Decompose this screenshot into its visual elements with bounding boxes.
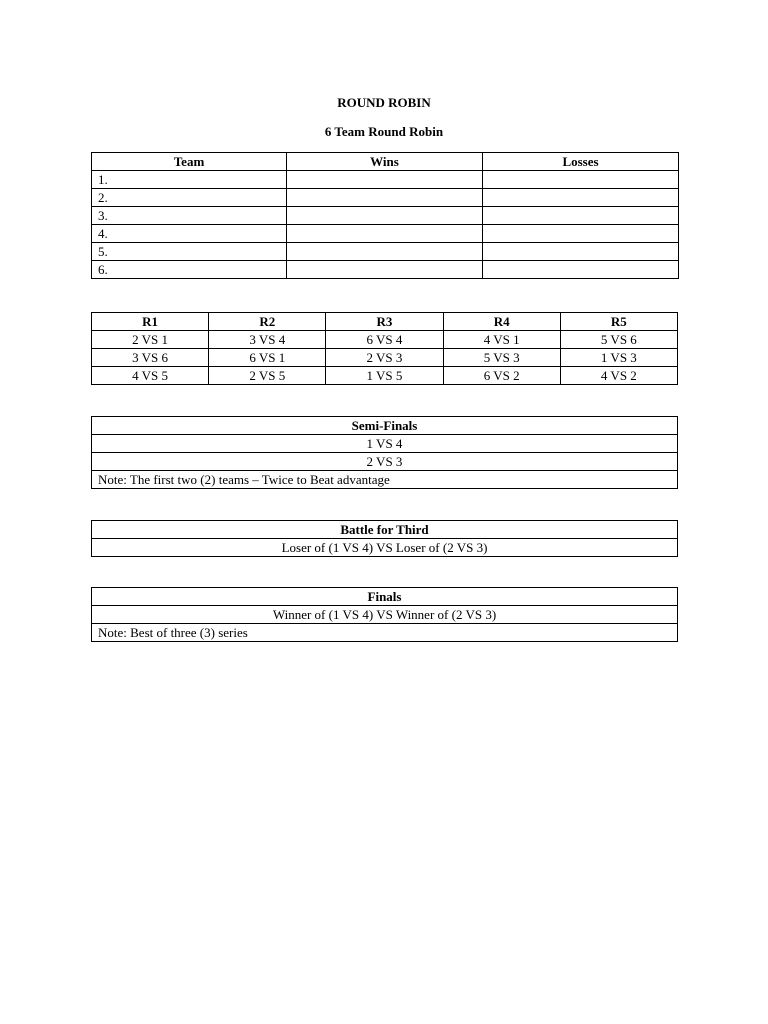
semifinal-match: 1 VS 4 [92,435,678,453]
standings-row [92,261,679,279]
battle-for-third-table [91,520,678,557]
standings-team-cell: 5. [92,243,287,261]
schedule-row [92,331,678,349]
standings-wins-cell [287,261,483,279]
finals-header: Finals [92,588,678,606]
standings-wins-cell [287,225,483,243]
standings-losses-cell [483,189,679,207]
schedule-match-cell: 2 VS 5 [209,367,326,385]
schedule-match-cell: 1 VS 5 [326,367,443,385]
standings-losses-cell [483,243,679,261]
standings-row [92,243,679,261]
standings-header-losses: Losses [483,153,679,171]
standings-team-cell: 6. [92,261,287,279]
schedule-header-r1: R1 [92,313,209,331]
standings-header-row [92,153,679,171]
standings-losses-cell [483,225,679,243]
finals-table [91,587,678,642]
standings-team-cell: 1. [92,171,287,189]
semifinals-table [91,416,678,489]
schedule-match-cell: 6 VS 1 [209,349,326,367]
schedule-header-r3: R3 [326,313,443,331]
standings-losses-cell [483,207,679,225]
document-title: ROUND ROBIN [337,95,431,110]
standings-header-team: Team [92,153,287,171]
finals-note: Note: Best of three (3) series [92,624,678,642]
standings-table [91,152,679,279]
schedule-match-cell: 5 VS 3 [443,349,560,367]
battle-for-third-match: Loser of (1 VS 4) VS Loser of (2 VS 3) [92,539,678,557]
schedule-match-cell: 6 VS 2 [443,367,560,385]
schedule-row [92,349,678,367]
battle-for-third-header: Battle for Third [92,521,678,539]
standings-row [92,207,679,225]
round-schedule-table [91,312,678,385]
standings-row [92,171,679,189]
standings-row [92,225,679,243]
schedule-row [92,367,678,385]
schedule-header-row [92,313,678,331]
schedule-match-cell: 5 VS 6 [560,331,677,349]
standings-header-wins: Wins [287,153,483,171]
standings-wins-cell [287,207,483,225]
schedule-match-cell: 2 VS 1 [92,331,209,349]
standings-team-cell: 2. [92,189,287,207]
schedule-header-r5: R5 [560,313,677,331]
schedule-match-cell: 4 VS 5 [92,367,209,385]
standings-row [92,189,679,207]
semifinals-note: Note: The first two (2) teams – Twice to Beat advantage [92,471,678,489]
schedule-match-cell: 4 VS 1 [443,331,560,349]
standings-losses-cell [483,171,679,189]
schedule-match-cell: 3 VS 6 [92,349,209,367]
semifinals-header: Semi-Finals [92,417,678,435]
schedule-match-cell: 6 VS 4 [326,331,443,349]
standings-losses-cell [483,261,679,279]
schedule-match-cell: 3 VS 4 [209,331,326,349]
schedule-header-r4: R4 [443,313,560,331]
standings-wins-cell [287,243,483,261]
schedule-match-cell: 1 VS 3 [560,349,677,367]
standings-team-cell: 3. [92,207,287,225]
schedule-match-cell: 2 VS 3 [326,349,443,367]
semifinal-match: 2 VS 3 [92,453,678,471]
document-subtitle: 6 Team Round Robin [324,124,444,139]
schedule-match-cell: 4 VS 2 [560,367,677,385]
standings-team-cell: 4. [92,225,287,243]
standings-wins-cell [287,171,483,189]
finals-match: Winner of (1 VS 4) VS Winner of (2 VS 3) [92,606,678,624]
standings-wins-cell [287,189,483,207]
schedule-header-r2: R2 [209,313,326,331]
